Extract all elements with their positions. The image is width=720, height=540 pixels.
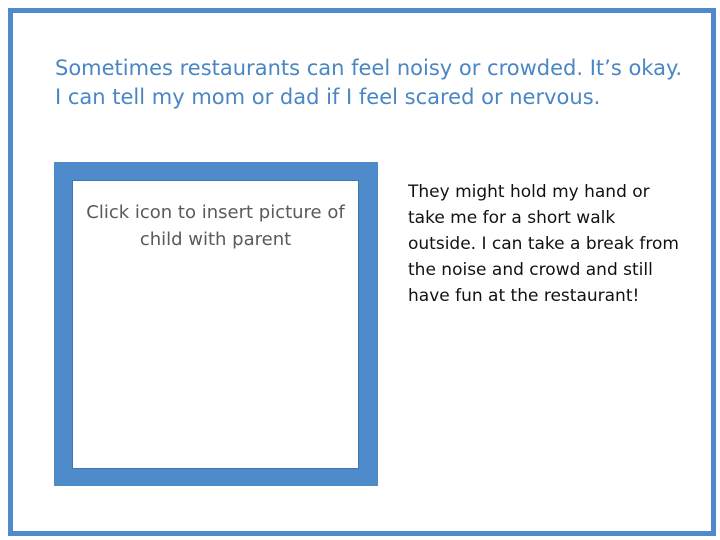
picture-prompt-text: Click icon to insert picture of child with parent — [86, 202, 345, 250]
slide-title: Sometimes restaurants can feel noisy or crowded. It’s okay. I can tell my mom or dad if I feel scared or nervous. — [55, 56, 683, 109]
picture-frame[interactable] — [72, 180, 359, 469]
body-text: They might hold my hand or take me for a short walk outside. I can take a break from the noise and crowd and still have fun at the restaurant! — [408, 182, 679, 306]
picture-placeholder[interactable] — [54, 162, 378, 486]
